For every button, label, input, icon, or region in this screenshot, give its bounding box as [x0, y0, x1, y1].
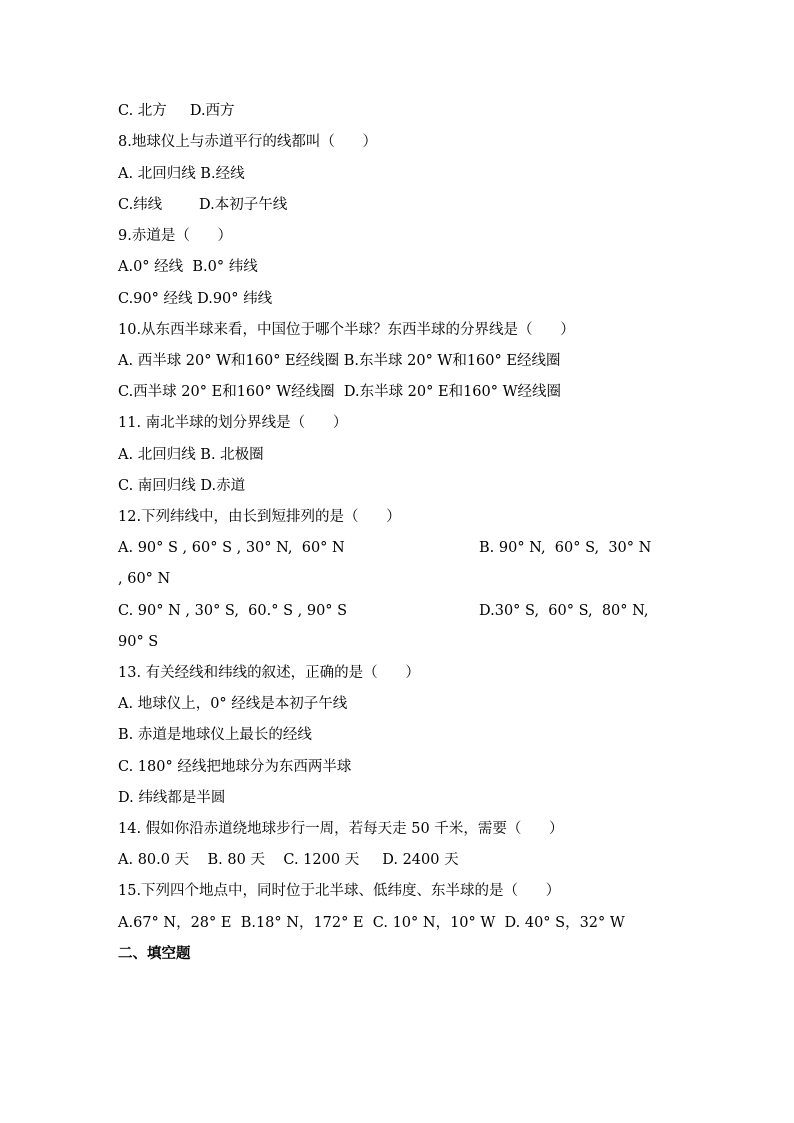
question-14: 14. 假如你沿赤道绕地球步行一周，若每天走 50 千米，需要（ ） [118, 821, 564, 837]
q9-options-ab: A.0° 经线 B.0° 纬线 [118, 259, 258, 275]
q12-option-b-continued: , 60° N [118, 571, 171, 587]
q10-options-ab: A. 西半球 20° W和160° E经线圈 B.东半球 20° W和160° E经线圈 [118, 353, 561, 369]
q12-option-c: C. 90° N , 30° S, 60.° S , 90° S [118, 603, 348, 619]
q12-option-d-continued: 90° S [118, 634, 159, 650]
q13-option-b: B. 赤道是地球仪上最长的经线 [118, 727, 312, 743]
q13-option-c: C. 180° 经线把地球分为东西两半球 [118, 759, 352, 775]
q15-options: A.67° N，28° E B.18° N，172° E C. 10° N，10° W D. 40° S，32° W [118, 915, 625, 931]
q11-options-ab: A. 北回归线 B. 北极圈 [118, 447, 264, 463]
question-8: 8.地球仪上与赤道平行的线都叫（ ） [118, 134, 377, 150]
q12-options-cd [118, 601, 678, 621]
q9-options-cd: C.90° 经线 D.90° 纬线 [118, 291, 273, 307]
q12-option-b: B. 90° N, 60° S, 30° N [479, 540, 652, 556]
question-12: 12.下列纬线中，由长到短排列的是（ ） [118, 509, 401, 525]
q13-option-d: D. 纬线都是半圆 [118, 790, 226, 806]
question-9: 9.赤道是（ ） [118, 228, 232, 244]
question-11: 11. 南北半球的划分界线是（ ） [118, 415, 348, 431]
question-10: 10.从东西半球来看，中国位于哪个半球？东西半球的分界线是（ ） [118, 322, 575, 338]
q14-options: A. 80.0 天 B. 80 天 C. 1200 天 D. 2400 天 [118, 852, 459, 868]
q12-option-a: A. 90° S , 60° S , 30° N, 60° N [118, 540, 345, 556]
question-15: 15.下列四个地点中，同时位于北半球、低纬度、东半球的是（ ） [118, 883, 561, 899]
q10-options-cd: C.西半球 20° E和160° W经线圈 D.东半球 20° E和160° W经线圈 [118, 384, 562, 400]
q13-option-a: A. 地球仪上，0° 经线是本初子午线 [118, 696, 348, 712]
q12-options-ab [118, 538, 678, 558]
section-heading-fill-blank: 二、填空题 [118, 946, 191, 962]
q12-option-d: D.30° S, 60° S, 80° N, [479, 603, 649, 619]
q8-options-cd: C.纬线 D.本初子午线 [118, 197, 288, 213]
question-13: 13. 有关经线和纬线的叙述，正确的是（ ） [118, 665, 420, 681]
q11-options-cd: C. 南回归线 D.赤道 [118, 478, 246, 494]
q7-options-cd: C. 北方 D.西方 [118, 103, 235, 119]
q8-options-ab: A. 北回归线 B.经线 [118, 166, 245, 182]
